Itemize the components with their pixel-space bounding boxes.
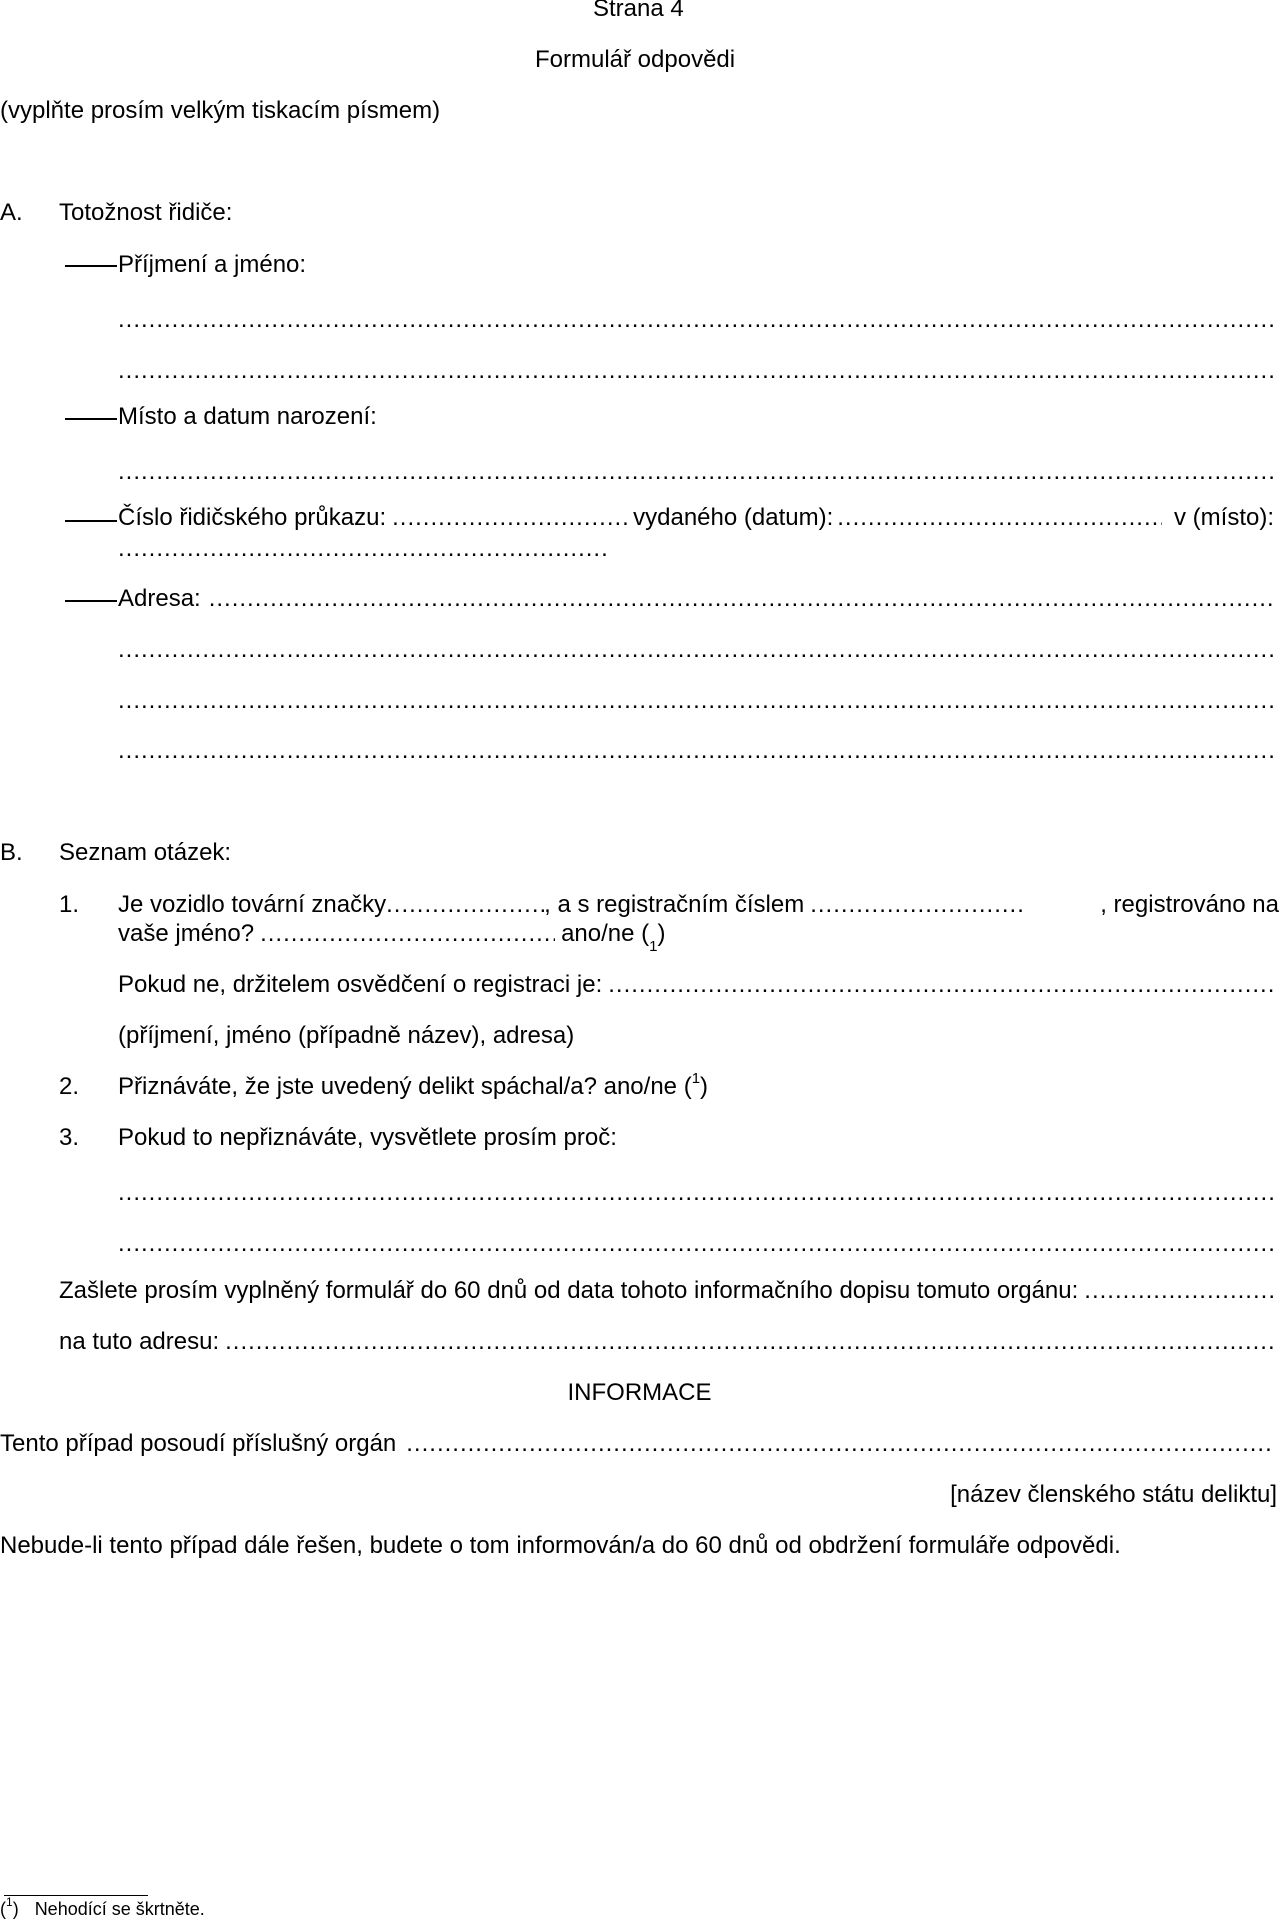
address-line-2[interactable] (118, 635, 1274, 665)
holder-row (118, 970, 1274, 1000)
reason-line-1[interactable] (118, 1178, 1274, 1208)
bullet-dash (65, 520, 117, 522)
send-row (59, 1276, 1274, 1306)
brand-field[interactable] (386, 890, 544, 920)
footnote-number: 1 (6, 1895, 13, 1909)
holder-label: Pokud ne, držitelem osvědčení o registraci je: (118, 971, 603, 998)
send-address-row (59, 1327, 1274, 1357)
state-hint: [název členského státu deliktu] (950, 1481, 1277, 1508)
competent-authority-field[interactable] (406, 1429, 1274, 1459)
name-label: Příjmení a jméno: (118, 251, 307, 278)
registration-field[interactable] (810, 890, 1025, 920)
question-3-number: 3. (59, 1124, 80, 1151)
q1-answer-end: ) (657, 920, 666, 947)
question-1-row (118, 890, 1279, 920)
authority-field[interactable] (1084, 1276, 1274, 1306)
footnote-divider (4, 1895, 148, 1896)
license-place-field[interactable] (118, 534, 610, 564)
name-line-1[interactable] (118, 305, 1274, 335)
bullet-dash (65, 600, 117, 602)
address-label: Adresa: (118, 585, 201, 612)
question-2-number: 2. (59, 1073, 80, 1100)
birth-label: Místo a datum narození: (118, 403, 377, 430)
address-line-3[interactable] (118, 686, 1274, 716)
info-title: INFORMACE (567, 1379, 712, 1406)
question-1-row-2: vaše jméno? ..... ano/ne ( $^1$ ) (118, 919, 666, 949)
info-line-2: Nebude-li tento případ dále řešen, budete o tom informován/a do 60 dnů od obdržení formuláře odpovědi. (0, 1532, 1121, 1559)
footnote-text: Nehodící se škrtněte. (34, 1899, 205, 1919)
issued-date-field[interactable] (837, 503, 1162, 533)
bullet-dash (65, 265, 117, 267)
bullet-dash (65, 418, 117, 420)
form-title: Formulář odpovědi (535, 46, 736, 73)
q1-text-b: , a s registračním číslem (544, 891, 805, 918)
send-text: Zašlete prosím vyplněný formulář do 60 dnů od data tohoto informačního dopisu tomuto orgánu: (59, 1277, 1079, 1304)
address-line-1[interactable] (209, 584, 1274, 614)
birth-line[interactable] (118, 457, 1274, 487)
info-row-1 (0, 1429, 1274, 1459)
license-number-field[interactable] (392, 503, 627, 533)
section-a-letter: A. (0, 199, 23, 226)
footnote-close: ) (12, 1899, 19, 1919)
footnote-open: ( (0, 1899, 6, 1919)
form-instruction: (vyplňte prosím velkým tiskacím písmem) (0, 97, 441, 124)
address-row (118, 584, 1274, 614)
name-line-2[interactable] (118, 356, 1274, 386)
q1-answer: ano/ne ( (561, 920, 650, 947)
address-text: na tuto adresu: (59, 1328, 220, 1355)
holder-hint: (příjmení, jméno (případně název), adresa) (118, 1022, 575, 1049)
q1-text-c: , registrováno na (1100, 891, 1279, 918)
address-line-4[interactable] (118, 736, 1274, 766)
q1-text-d: vaše jméno? (118, 920, 255, 947)
question-3-text: Pokud to nepřiznáváte, vysvětlete prosím proč: (118, 1124, 617, 1151)
section-b-letter: B. (0, 839, 23, 866)
info-line-1: Tento případ posoudí příslušný orgán (0, 1430, 397, 1457)
license-row (118, 503, 1274, 533)
q2-end: ) (700, 1073, 709, 1100)
holder-field[interactable] (608, 970, 1274, 1000)
section-b-title: Seznam otázek: (59, 839, 232, 866)
page-number: Strana 4 (593, 0, 684, 22)
owner-answer-field[interactable] (260, 919, 555, 949)
reason-line-2[interactable] (118, 1229, 1274, 1259)
license-label: Číslo řidičského průkazu: (118, 504, 387, 531)
authority-address-field[interactable] (225, 1327, 1274, 1357)
question-2-text (118, 1072, 708, 1102)
q1-text-a: Je vozidlo tovární značky (118, 891, 387, 918)
section-a-title: Totožnost řidiče: (59, 199, 233, 226)
footnote (0, 1895, 205, 1920)
q2-text: Přiznáváte, že jste uvedený delikt spáchal/a? ano/ne ( (118, 1073, 692, 1100)
footnote-ref: 1 (691, 1070, 701, 1087)
place-label: v (místo): (1174, 504, 1274, 531)
issued-label: vydaného (datum): (633, 504, 834, 531)
question-1-number: 1. (59, 891, 80, 918)
